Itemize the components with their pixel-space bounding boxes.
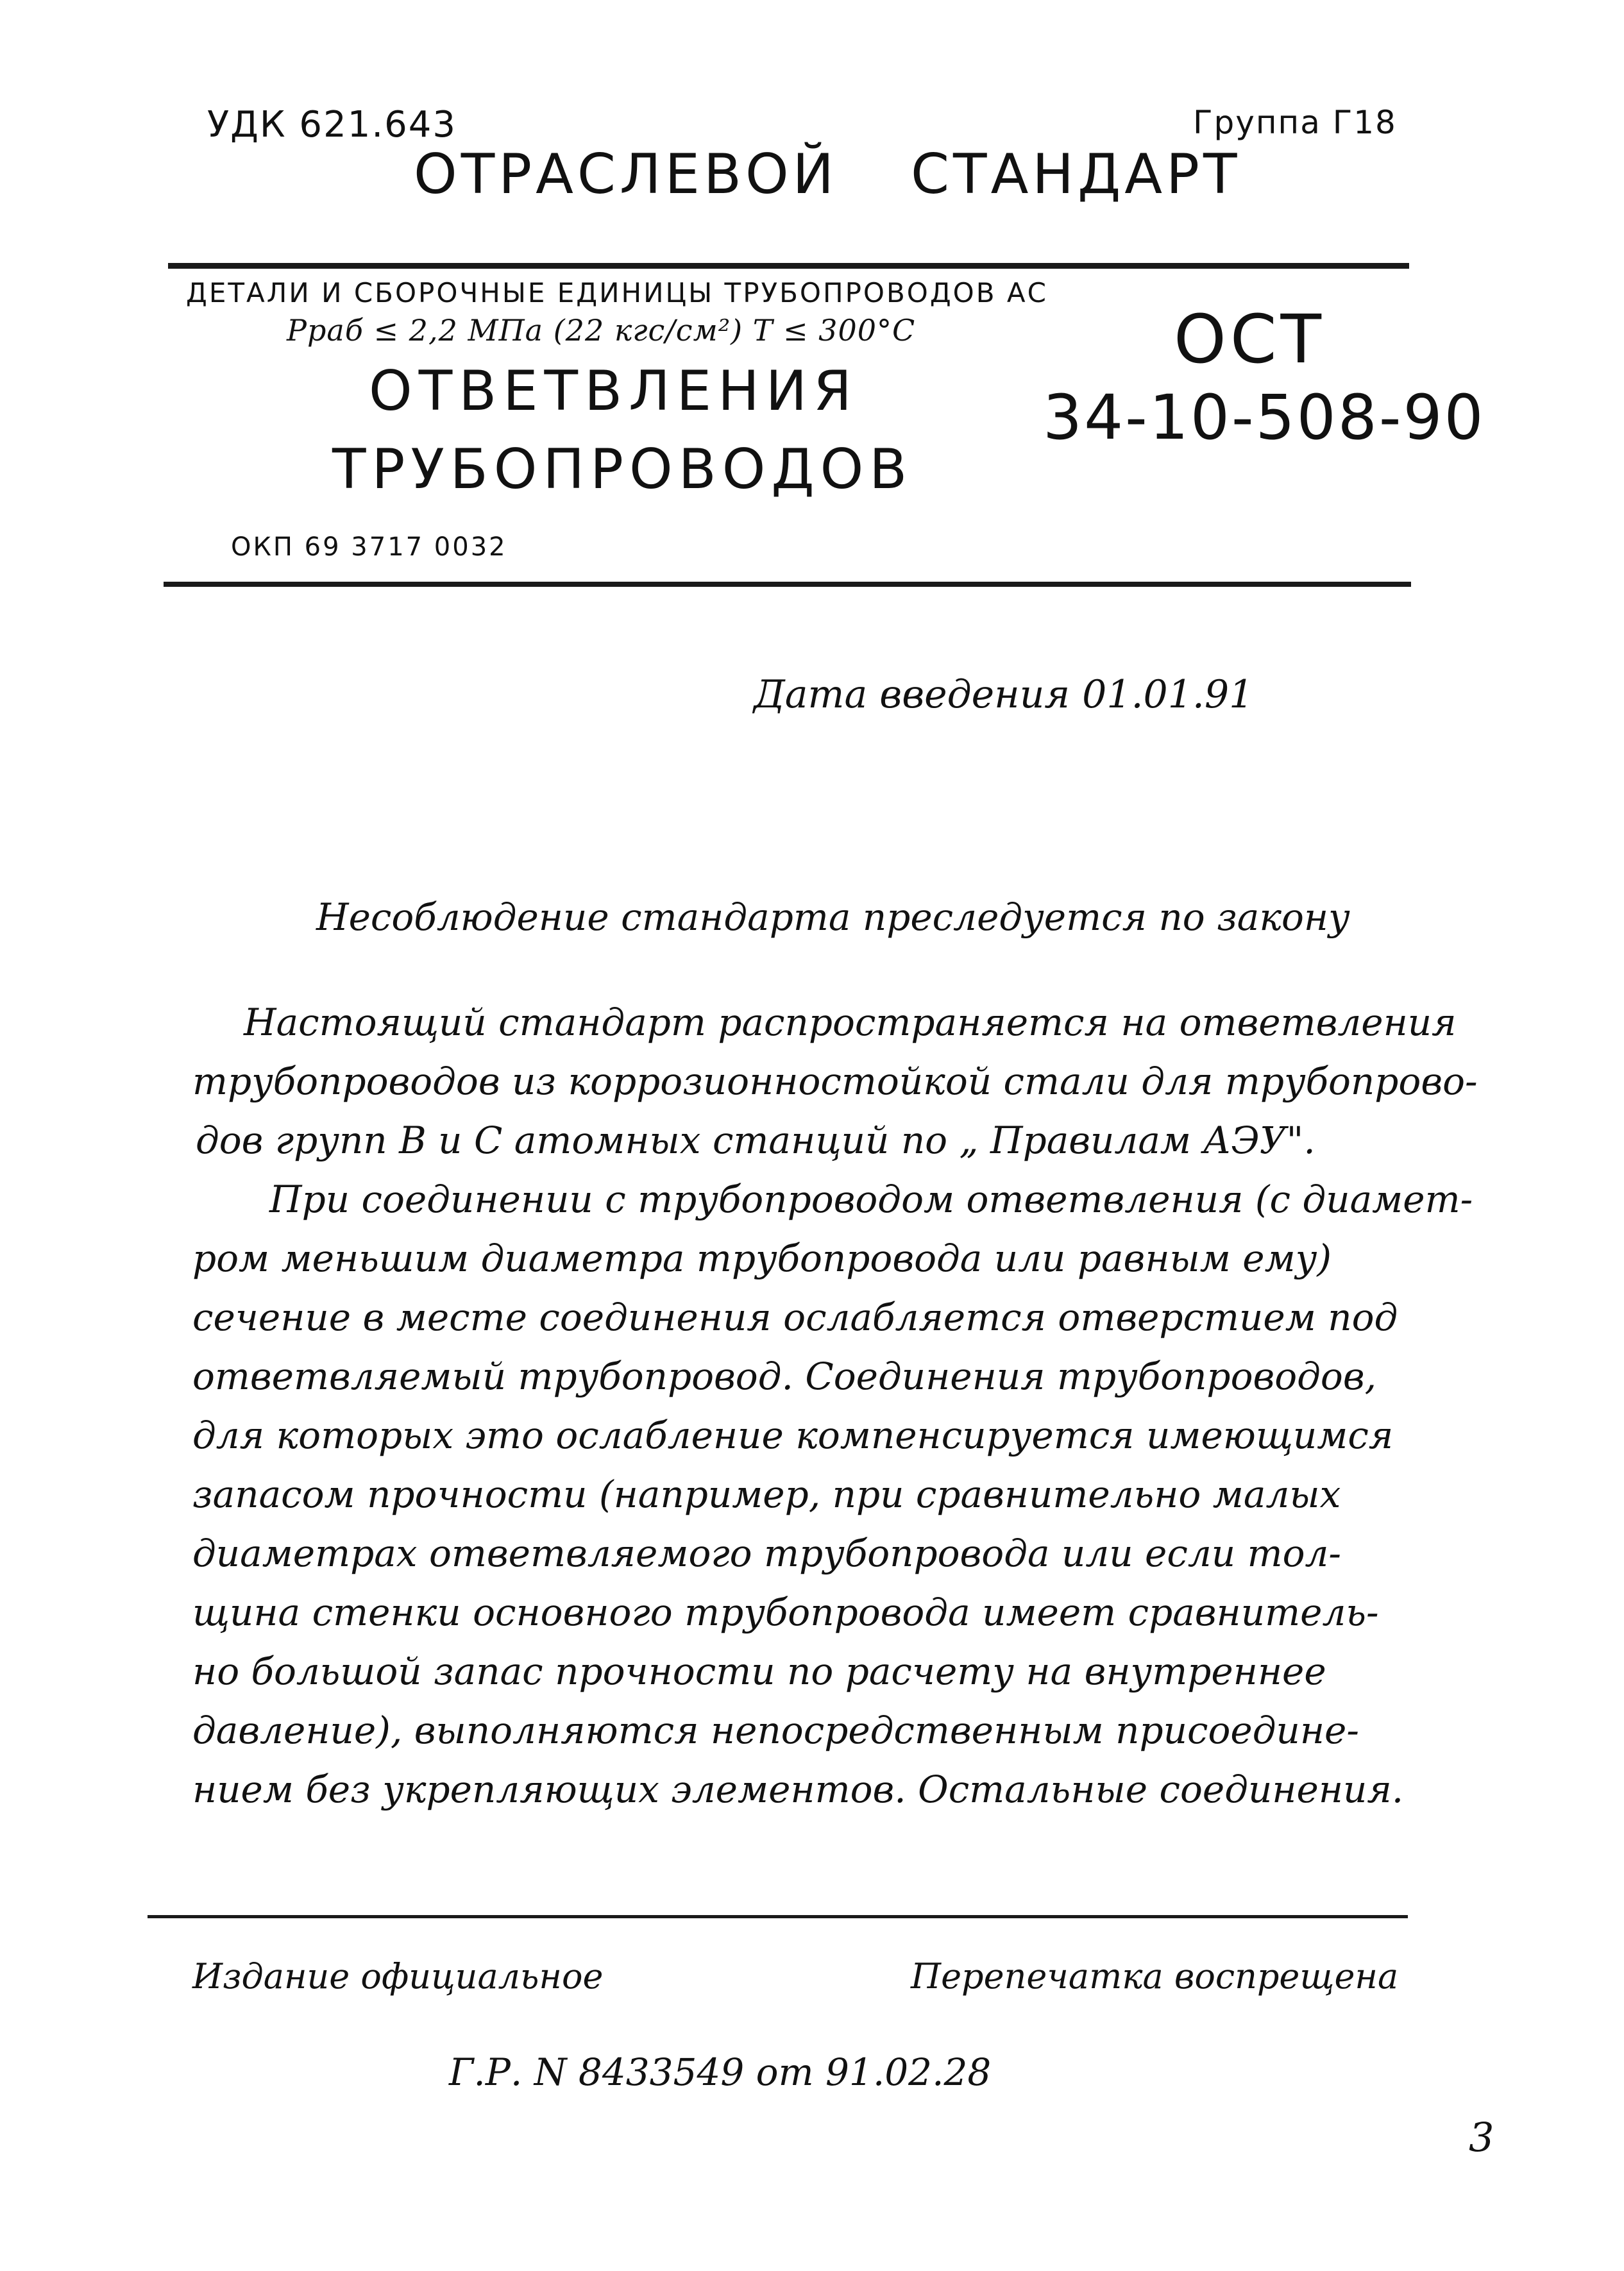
body-line: сечение в месте соединения ослабляется отверстием под: [192, 1296, 1398, 1339]
page-number: 3: [1469, 2114, 1494, 2161]
body-line: запасом прочности (например, при сравнительно малых: [192, 1473, 1341, 1516]
subtitle: ДЕТАЛИ И СБОРОЧНЫЕ ЕДИНИЦЫ ТРУБОПРОВОДОВ АС: [186, 277, 1048, 308]
body-line: дов групп В и С атомных станций по „ Правилам АЭУ".: [196, 1119, 1315, 1162]
body-line: ответвляемый трубопровод. Соединения трубопроводов,: [192, 1355, 1377, 1398]
okp-code: ОКП 69 3717 0032: [231, 532, 507, 562]
title-block-divider: [164, 582, 1411, 587]
body-line: для которых это ослабление компенсируется имеющимся: [192, 1414, 1394, 1457]
body-line: трубопроводов из коррозионностойкой стали для трубопрово-: [192, 1060, 1478, 1103]
reprint-note: Перепечатка воспрещена: [911, 1956, 1399, 1997]
body-line: При соединении с трубопроводом ответвления (с диамет-: [269, 1178, 1473, 1221]
body-line: Настоящий стандарт распространяется на ответвления: [244, 1000, 1457, 1044]
standard-type-word2: СТАНДАРТ: [911, 142, 1241, 207]
legal-warning: Несоблюдение стандарта преследуется по закону: [316, 895, 1350, 939]
body-line: ром меньшим диаметра трубопровода или равным ему): [192, 1237, 1332, 1280]
edition-note: Издание официальное: [192, 1956, 604, 1997]
standard-type-word1: ОТРАСЛЕВОЙ: [414, 142, 838, 207]
body-line: диаметрах ответвляемого трубопровода или если тол-: [192, 1532, 1342, 1575]
parameters: Рраб ≤ 2,2 МПа (22 кгс/см²) Т ≤ 300°С: [287, 313, 916, 348]
title-line-2: ТРУБОПРОВОДОВ: [332, 437, 913, 502]
top-divider: [168, 263, 1409, 269]
intro-date: Дата введения 01.01.91: [754, 672, 1254, 717]
body-line: давление), выполняются непосредственным присоедине-: [192, 1709, 1359, 1752]
body-line: но большой запас прочности по расчету на внутреннее: [192, 1650, 1326, 1693]
title-line-1: ОТВЕТВЛЕНИЯ: [369, 359, 858, 423]
body-line: нием без укрепляющих элементов. Остальные соединения.: [192, 1768, 1404, 1811]
body-line: щина стенки основного трубопровода имеет сравнитель-: [192, 1591, 1379, 1634]
registration-number: Г.Р. N 8433549 от 91.02.28: [449, 2050, 992, 2094]
group-code: Группа Г18: [1193, 104, 1397, 141]
ost-number: 34-10-508-90: [1043, 382, 1485, 453]
ost-label: ОСТ: [1174, 300, 1326, 378]
footer-divider: [148, 1915, 1408, 1918]
udk-code: УДК 621.643: [207, 104, 457, 146]
